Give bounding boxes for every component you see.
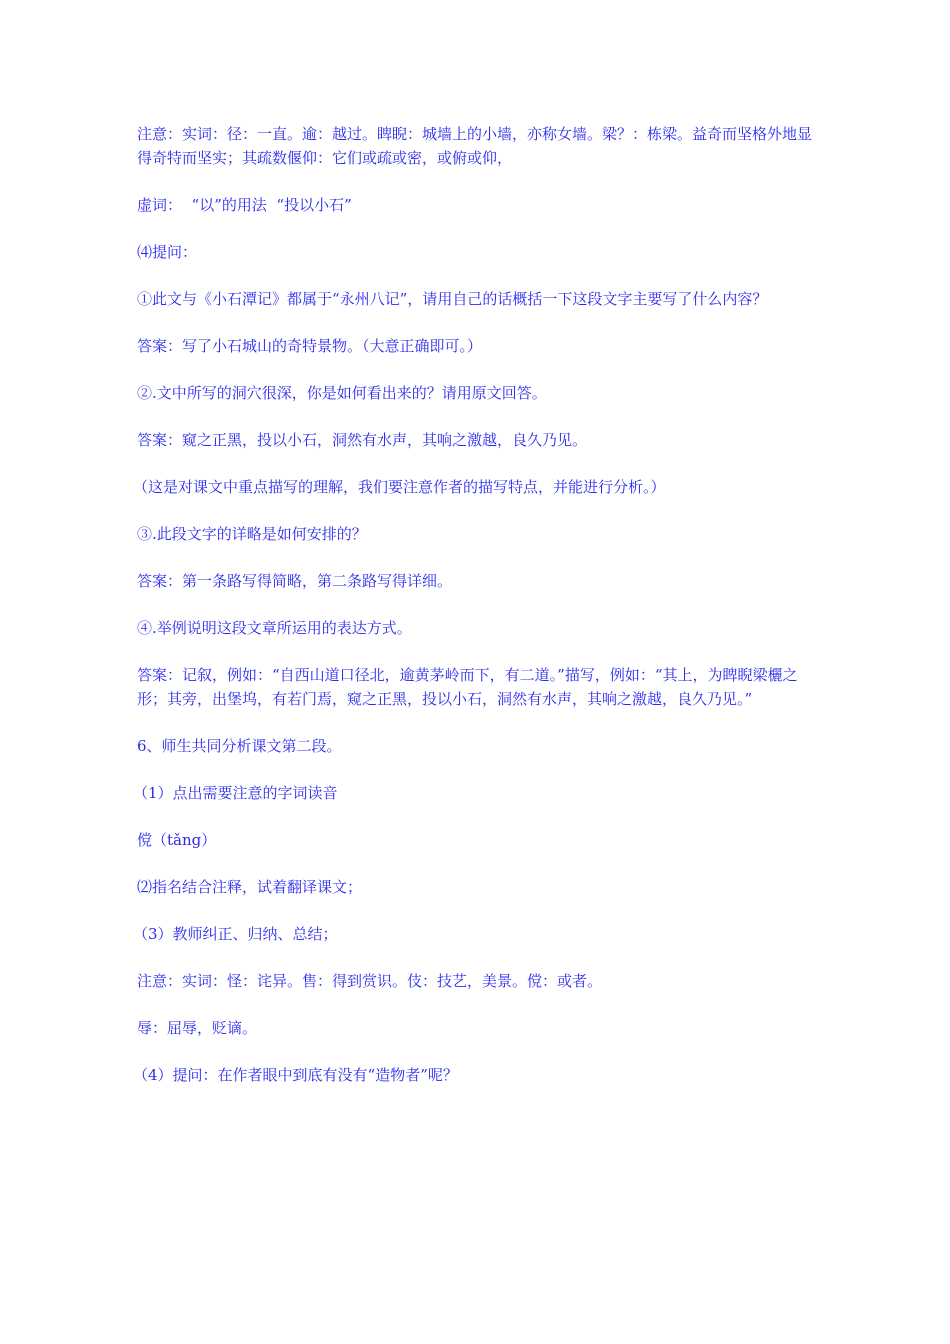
paragraph-answer-1: 答案：写了小石城山的奇特景物。（大意正确即可。） <box>137 337 483 355</box>
paragraph-step-1: （1）点出需要注意的字词读音 <box>133 784 338 802</box>
paragraph-notes-2: 注意：实词：怪：诧异。售：得到赏识。伎：技艺，美景。傥：或者。 <box>137 972 603 990</box>
paragraph-answer-3: 答案：第一条路写得简略，第二条路写得详细。 <box>137 572 453 590</box>
paragraph-step-2: ⑵指名结合注释，试着翻译课文； <box>137 878 363 896</box>
paragraph-answer-2: 答案：窥之正黑，投以小石，洞然有水声，其响之激越，良久乃见。 <box>137 431 588 449</box>
paragraph-question-1: ①此文与《小石潭记》都属于“永州八记”，请用自己的话概括一下这段文字主要写了什么内容？ <box>137 290 768 308</box>
paragraph-notes-1: 注意：实词：径：一直。逾：越过。睥睨：城墙上的小墙，亦称女墙。梁？：栋梁。益奇而坚格外地显得奇特而坚实；其疏数偃仰：它们或疏或密，或俯或仰， <box>137 125 813 167</box>
paragraph-notes-3: 辱：屈辱，贬谪。 <box>137 1019 258 1037</box>
paragraph-question-2: ②.文中所写的洞穴很深，你是如何看出来的？请用原文回答。 <box>137 384 547 402</box>
paragraph-step-4: （4）提问：在作者眼中到底有没有“造物者”呢？ <box>133 1066 458 1084</box>
paragraph-section-6: 6、师生共同分析课文第二段。 <box>137 737 342 755</box>
paragraph-note-analysis: （这是对课文中重点描写的理解，我们要注意作者的描写特点，并能进行分析。） <box>133 478 666 496</box>
paragraph-question-3: ③.此段文字的详略是如何安排的？ <box>137 525 367 543</box>
paragraph-function-word: 虚词： “以”的用法 “投以小石” <box>137 196 352 214</box>
paragraph-question-heading: ⑷提问： <box>137 243 198 261</box>
paragraph-question-4: ④.举例说明这段文章所运用的表达方式。 <box>137 619 412 637</box>
paragraph-step-3: （3）教师纠正、归纳、总结； <box>133 925 338 943</box>
paragraph-answer-4: 答案：记叙，例如：“自西山道口径北，逾黄茅岭而下，有二道。”描写，例如：“其上，为睥睨梁欐之形；其旁，出堡坞，有若门焉，窥之正黑，投以小石，洞然有水声，其响之激越，良久乃见。” <box>137 666 798 708</box>
paragraph-pronunciation: 傥（tǎng） <box>137 831 217 849</box>
document-body <box>133 122 817 1110</box>
